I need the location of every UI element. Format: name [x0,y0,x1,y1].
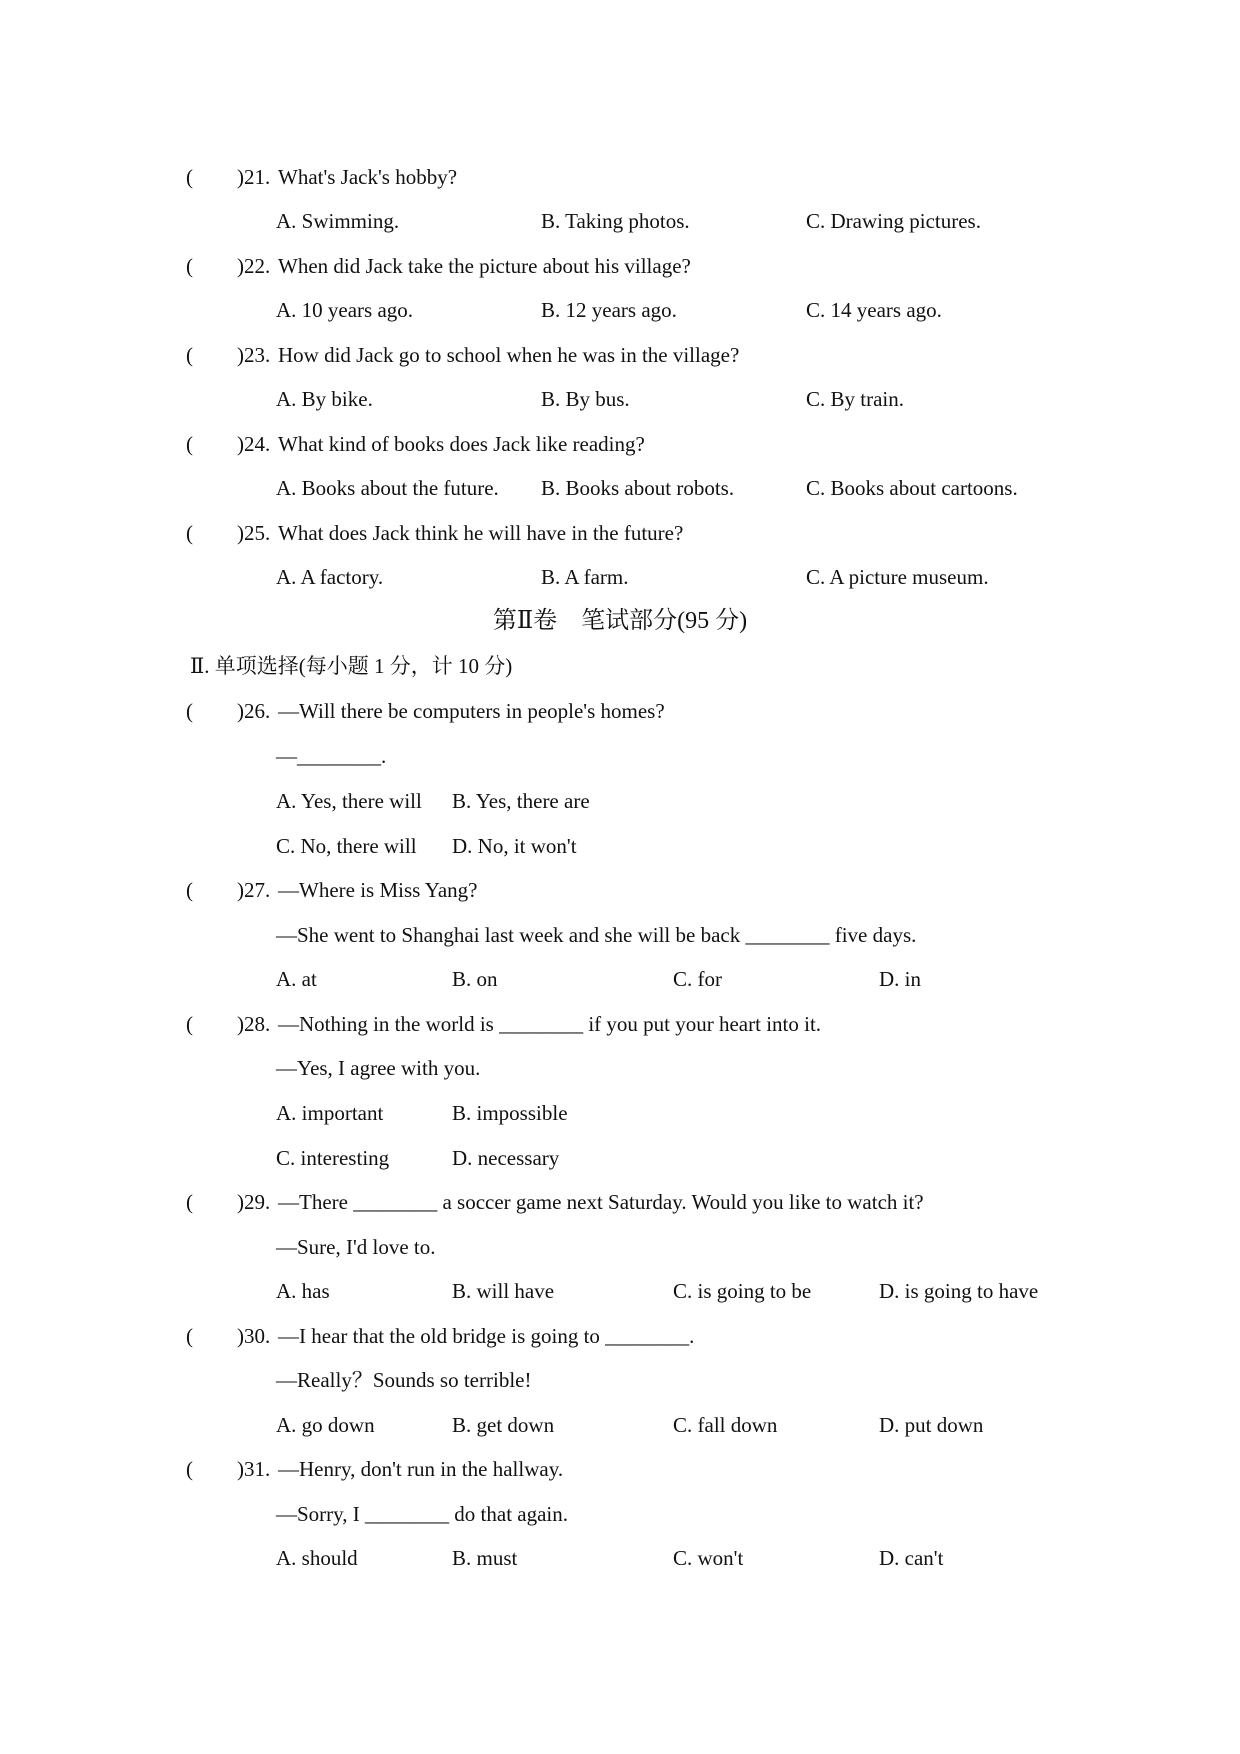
option-a: A. Yes, there will [276,789,422,813]
question-stem: What does Jack think he will have in the future? [278,521,684,545]
answer-paren-open: ( [186,1324,193,1348]
options-21 [0,206,1240,236]
option-b: B. By bus. [541,387,630,411]
question-21 [0,162,1240,192]
reply-line [0,1053,1240,1083]
options-24 [0,473,1240,503]
question-number: )22. [237,254,271,278]
option-b: B. Taking photos. [541,209,690,233]
options-25 [0,562,1240,592]
option-c: C. is going to be [673,1279,812,1303]
option-a: A. go down [276,1413,375,1437]
option-a: A. A factory. [276,565,384,589]
option-c: C. Books about cartoons. [806,476,1018,500]
question-stem: What's Jack's hobby? [278,165,458,189]
option-c: C. No, there will [276,834,417,858]
options-22 [0,295,1240,325]
option-a: A. at [276,967,317,991]
option-c: C. for [673,967,722,991]
option-b: B. will have [452,1279,555,1303]
answer-paren-open: ( [186,699,193,723]
option-c: C. By train. [806,387,904,411]
option-a: A. 10 years ago. [276,298,414,322]
option-d: D. put down [879,1413,984,1437]
option-d: D. necessary [452,1146,560,1170]
question-stem: —Henry, don't run in the hallway. [278,1457,564,1481]
question-number: )28. [237,1012,271,1036]
reply-line [0,1232,1240,1262]
section-heading: Ⅱ. 单项选择(每小题 1 分，计 10 分) [190,654,513,678]
question-stem: —Nothing in the world is ________ if you put your heart into it. [278,1012,822,1036]
reply-text: —________. [276,744,387,768]
option-d: D. is going to have [879,1279,1039,1303]
question-30 [0,1321,1240,1351]
question-23 [0,340,1240,370]
option-a: A. has [276,1279,330,1303]
reply-line [0,741,1240,771]
option-d: D. can't [879,1546,944,1570]
options-23 [0,384,1240,414]
option-b: B. 12 years ago. [541,298,677,322]
options-28-row2 [0,1143,1240,1173]
options-29 [0,1276,1240,1306]
option-a: A. important [276,1101,384,1125]
question-number: )27. [237,878,271,902]
question-stem: —Where is Miss Yang? [278,878,478,902]
question-22 [0,251,1240,281]
question-25 [0,518,1240,548]
question-number: )31. [237,1457,271,1481]
option-c: C. fall down [673,1413,778,1437]
reply-line [0,1499,1240,1529]
question-stem: —I hear that the old bridge is going to ________. [278,1324,695,1348]
option-c: C. won't [673,1546,744,1570]
option-d: D. in [879,967,921,991]
answer-paren-open: ( [186,343,193,367]
answer-paren-open: ( [186,521,193,545]
options-31 [0,1543,1240,1573]
answer-paren-open: ( [186,878,193,902]
option-c: C. 14 years ago. [806,298,942,322]
option-c: C. interesting [276,1146,390,1170]
answer-paren-open: ( [186,165,193,189]
question-number: )23. [237,343,271,367]
question-number: )26. [237,699,271,723]
question-stem: —Will there be computers in people's homes? [278,699,665,723]
question-28 [0,1009,1240,1039]
option-c: C. Drawing pictures. [806,209,981,233]
option-b: B. on [452,967,498,991]
option-a: A. Swimming. [276,209,400,233]
option-a: A. By bike. [276,387,373,411]
answer-paren-open: ( [186,1190,193,1214]
option-a: A. Books about the future. [276,476,499,500]
reply-line [0,920,1240,950]
option-b: B. impossible [452,1101,568,1125]
question-stem: What kind of books does Jack like reading? [278,432,645,456]
reply-text: —Sorry, I ________ do that again. [276,1502,569,1526]
answer-paren-open: ( [186,432,193,456]
options-30 [0,1410,1240,1440]
options-26-row1 [0,786,1240,816]
question-stem: —There ________ a soccer game next Saturday. Would you like to watch it? [278,1190,924,1214]
question-26 [0,696,1240,726]
option-b: B. Books about robots. [541,476,735,500]
option-b: B. get down [452,1413,555,1437]
option-b: B. A farm. [541,565,629,589]
answer-paren-open: ( [186,1457,193,1481]
question-29 [0,1187,1240,1217]
part-title: 第Ⅱ卷 笔试部分(95 分) [492,608,748,634]
question-stem: How did Jack go to school when he was in the village? [278,343,740,367]
reply-text: —Sure, I'd love to. [276,1235,436,1259]
question-number: )30. [237,1324,271,1348]
reply-text: —She went to Shanghai last week and she will be back ________ five days. [276,923,917,947]
reply-line [0,1365,1240,1395]
option-d: D. No, it won't [452,834,577,858]
options-27 [0,964,1240,994]
reply-text: —Really？Sounds so terrible! [276,1368,532,1392]
question-stem: When did Jack take the picture about his village? [278,254,691,278]
answer-paren-open: ( [186,1012,193,1036]
option-b: B. must [452,1546,518,1570]
question-31 [0,1454,1240,1484]
question-24 [0,429,1240,459]
option-b: B. Yes, there are [452,789,590,813]
option-c: C. A picture museum. [806,565,989,589]
options-26-row2 [0,831,1240,861]
question-number: )24. [237,432,271,456]
question-number: )25. [237,521,271,545]
reply-text: —Yes, I agree with you. [276,1056,481,1080]
question-number: )29. [237,1190,271,1214]
option-a: A. should [276,1546,358,1570]
options-28-row1 [0,1098,1240,1128]
question-number: )21. [237,165,271,189]
answer-paren-open: ( [186,254,193,278]
question-27 [0,875,1240,905]
